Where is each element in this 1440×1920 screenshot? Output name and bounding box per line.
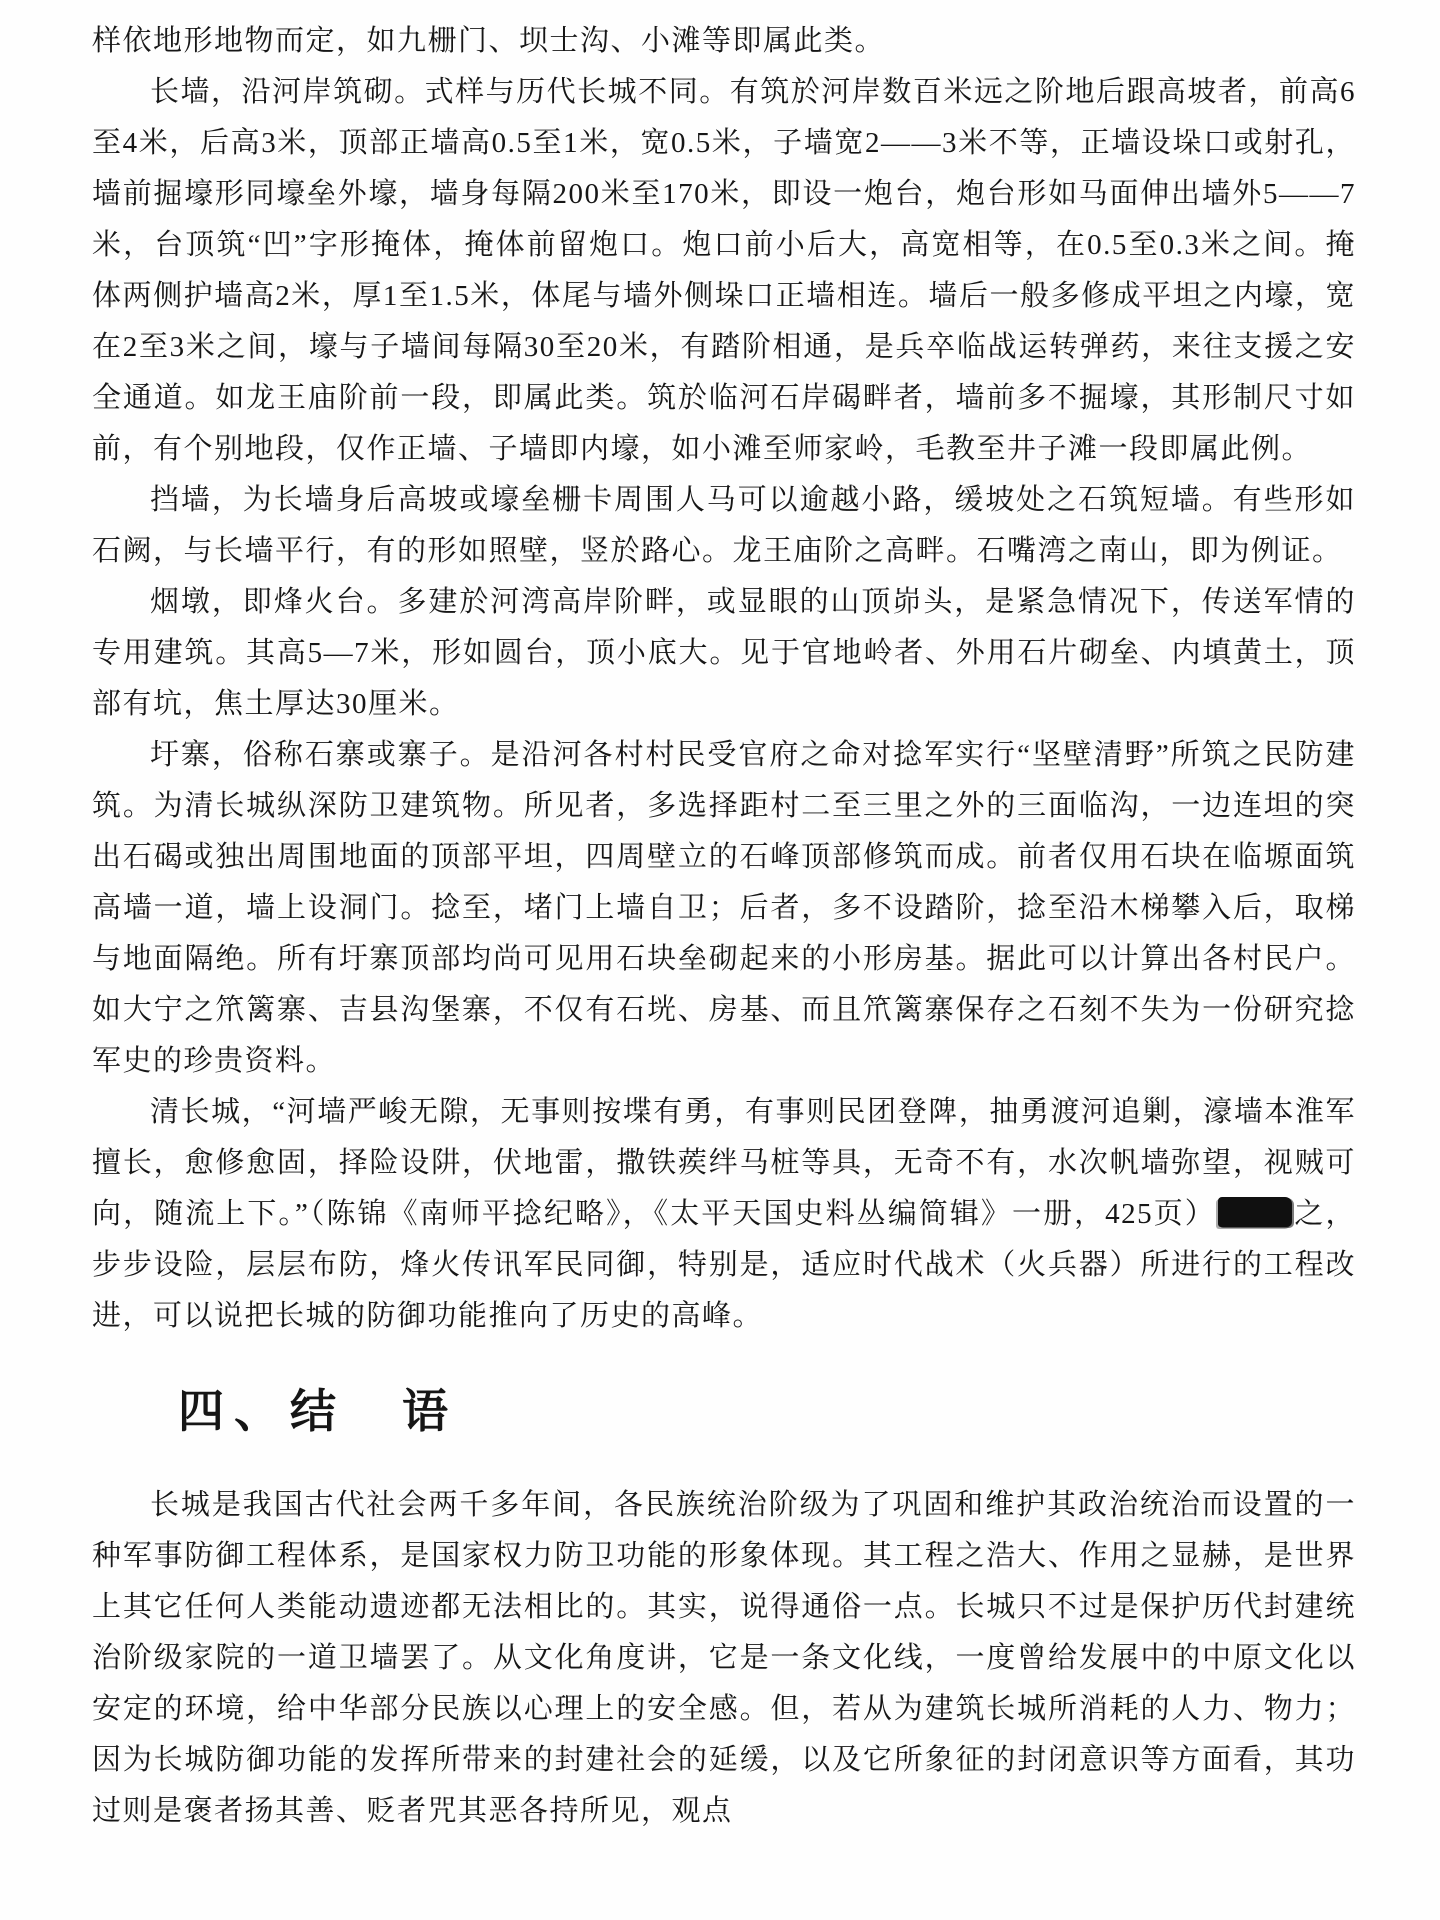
- paragraph-continuation: 样依地形地物而定，如九栅门、坝士沟、小滩等即属此类。: [92, 25, 886, 57]
- section-heading-conclusion: 四、结 语: [178, 1386, 458, 1437]
- paragraph-qing-changcheng: [92, 1087, 1356, 1342]
- paragraph-changqiang: 长墙，沿河岸筑砌。式样与历代长城不同。有筑於河岸数百米远之阶地后跟高坡者，前高6至4米，后高3米，顶部正墙高0.5至1米，宽0.5米，子墙宽2——3米不等，正墙设垛口或射孔，墙前掘壕形同壕垒外壕，墙身每隔200米至170米，即设一炮台，炮台形如马面伸出墙外5——7米，台顶筑“凹”字形掩体，掩体前留炮口。炮口前小后大，高宽相等，在0.5至0.3米之间。掩体两侧护墙高2米，厚1至1.5米，体尾与墙外侧垛口正墙相连。墙后一般多修成平坦之内壕，宽在2至3米之间，壕与子墙间每隔30至20米，有踏阶相通，是兵卒临战运转弹药，来往支援之安全通道。如龙王庙阶前一段，即属此类。筑於临河石岸碣畔者，墙前多不掘壕，其形制尺寸如前，有个别地段，仅作正墙、子墙即内壕，如小滩至师家岭，毛教至井子滩一段即属此例。: [92, 76, 1356, 465]
- quote-text-before: 清长城，“河墙严峻无隙，无事则按堞有勇，有事则民团登陴，抽勇渡河追剿，濠墙本淮军擅长，愈修愈固，择险设阱，伏地雷，撒铁蒺绊马桩等具，无奇不有，水次帆墙弥望，视贼可向，随流上下。”（陈锦《南师平捻纪略》，《太平天国史料丛编简辑》一册，425页）: [92, 1096, 1356, 1230]
- ink-smudge: [1218, 1197, 1292, 1227]
- paragraph-dangqiang: 挡墙，为长墙身后高坡或壕垒栅卡周围人马可以逾越小路，缓坡处之石筑短墙。有些形如石阙，与长墙平行，有的形如照壁，竖於路心。龙王庙阶之高畔。石嘴湾之南山，即为例证。: [92, 484, 1356, 567]
- paragraph-yandun: 烟墩，即烽火台。多建於河湾高岸阶畔，或显眼的山顶峁头，是紧急情况下，传送军情的专用建筑。其高5—7米，形如圆台，顶小底大。见于官地岭者、外用石片砌垒、内填黄土，顶部有坑，焦土厚达30厘米。: [92, 586, 1356, 720]
- paragraph-conclusion: 长城是我国古代社会两千多年间，各民族统治阶级为了巩固和维护其政治统治而设置的一种军事防御工程体系，是国家权力防卫功能的形象体现。其工程之浩大、作用之显赫，是世界上其它任何人类能动遗迹都无法相比的。其实，说得通俗一点。长城只不过是保护历代封建统治阶级家院的一道卫墙罢了。从文化角度讲，它是一条文化线，一度曾给发展中的中原文化以安定的环境，给中华部分民族以心理上的安全感。但，若从为建筑长城所消耗的人力、物力；因为长城防御功能的发挥所带来的封建社会的延缓，以及它所象征的封闭意识等方面看，其功过则是褒者扬其善、贬者咒其恶各持所见，观点: [92, 1489, 1356, 1827]
- quote-text-after: 之，步步设险，层层布防，烽火传讯军民同御，特别是，适应时代战术（火兵器）所进行的工程改进，可以说把长城的防御功能推向了历史的高峰。: [92, 1198, 1356, 1332]
- body-text-block: [92, 16, 1356, 1837]
- paragraph-weizhai: 圩寨，俗称石寨或寨子。是沿河各村村民受官府之命对捻军实行“坚壁清野”所筑之民防建筑。为清长城纵深防卫建筑物。所见者，多选择距村二至三里之外的三面临沟，一边连坦的突出石碣或独出周围地面的顶部平坦，四周壁立的石峰顶部修筑而成。前者仅用石块在临塬面筑高墙一道，墙上设洞门。捻至，堵门上墙自卫；后者，多不设踏阶，捻至沿木梯攀入后，取梯与地面隔绝。所有圩寨顶部均尚可见用石块垒砌起来的小形房基。据此可以计算出各村民户。如大宁之笊篱寨、吉县沟堡寨，不仅有石垙、房基、而且笊篱寨保存之石刻不失为一份研究捻军史的珍贵资料。: [92, 739, 1356, 1077]
